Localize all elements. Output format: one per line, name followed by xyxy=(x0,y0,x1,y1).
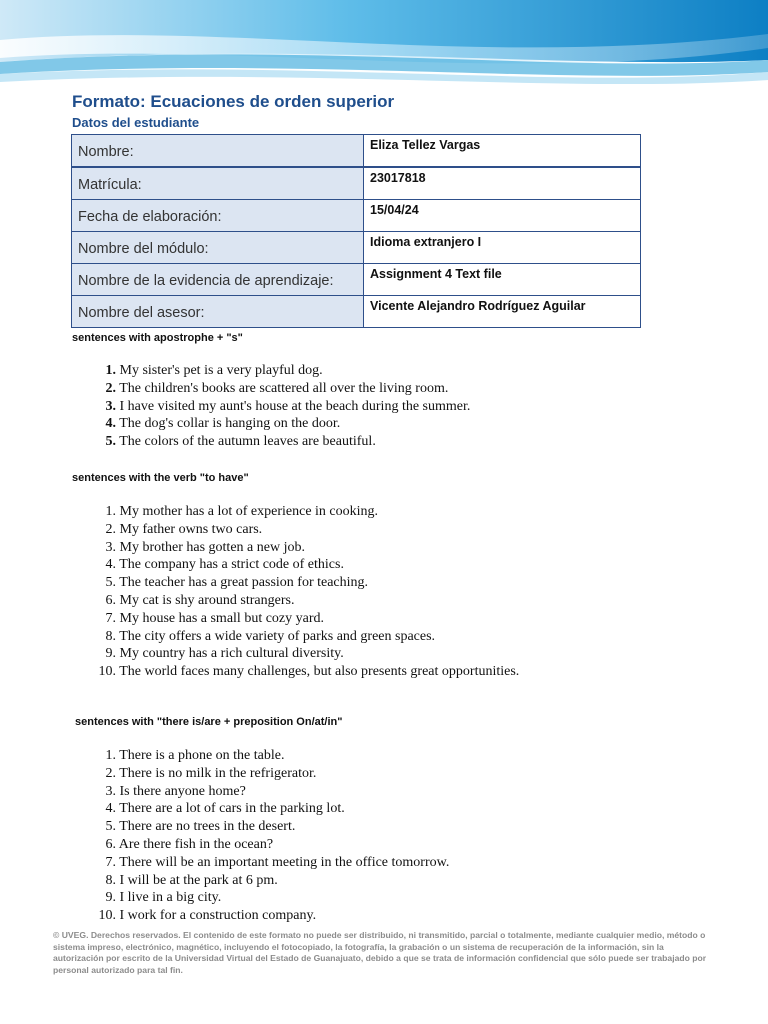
list-item xyxy=(90,872,449,890)
list-item-text: The company has a strict code of ethics. xyxy=(119,557,344,573)
list-item xyxy=(90,503,519,521)
student-field-label: Fecha de elaboración: xyxy=(72,200,364,232)
list-item-number: 2. xyxy=(105,765,116,781)
section-heading: sentences with the verb "to have" xyxy=(72,472,249,484)
list-item-number: 8. xyxy=(105,872,116,888)
list-item-number: 5. xyxy=(105,575,116,591)
list-item-text: The city offers a wide variety of parks and green spaces. xyxy=(119,628,436,644)
list-item-text: My house has a small but cozy yard. xyxy=(119,610,325,626)
list-item xyxy=(90,398,470,416)
student-field-label: Nombre del módulo: xyxy=(72,232,364,264)
sentence-list xyxy=(90,747,449,925)
student-field-value: Idioma extranjero I xyxy=(364,232,641,264)
list-item xyxy=(90,800,449,818)
list-item-text: Is there anyone home? xyxy=(119,783,246,799)
list-item-number: 5. xyxy=(105,434,116,450)
list-item xyxy=(90,783,449,801)
student-field-value: Vicente Alejandro Rodríguez Aguilar xyxy=(364,296,641,328)
student-table-row xyxy=(72,167,641,200)
student-data-table xyxy=(71,134,641,328)
list-item-number: 9. xyxy=(105,646,116,662)
list-item-number: 6. xyxy=(105,836,116,852)
list-item-number: 3. xyxy=(105,783,116,799)
list-item-text: The colors of the autumn leaves are beautiful. xyxy=(119,434,376,450)
list-item-number: 7. xyxy=(105,854,116,870)
list-item-text: The dog's collar is hanging on the door. xyxy=(119,416,341,432)
list-item-text: My country has a rich cultural diversity. xyxy=(119,646,344,662)
section-heading: sentences with "there is/are + preposition On/at/in" xyxy=(75,716,343,728)
list-item xyxy=(90,889,449,907)
student-table-row xyxy=(72,264,641,296)
student-field-label: Nombre del asesor: xyxy=(72,296,364,328)
list-item xyxy=(90,539,519,557)
student-field-value: Assignment 4 Text file xyxy=(364,264,641,296)
section-heading: sentences with apostrophe + "s" xyxy=(72,332,243,344)
list-item-number: 2. xyxy=(105,521,116,537)
list-item xyxy=(90,574,519,592)
list-item-number: 10. xyxy=(98,664,116,680)
list-item-number: 7. xyxy=(105,610,116,626)
list-item xyxy=(90,362,470,380)
list-item-text: There are no trees in the desert. xyxy=(119,819,296,835)
list-item xyxy=(90,433,470,451)
list-item-text: I work for a construction company. xyxy=(119,908,317,924)
list-item-number: 3. xyxy=(105,398,116,414)
student-field-label: Matrícula: xyxy=(72,167,364,200)
student-field-value: 23017818 xyxy=(364,167,641,200)
student-table-row xyxy=(72,296,641,328)
list-item-number: 1. xyxy=(105,504,116,519)
list-item-text: My mother has a lot of experience in cooking. xyxy=(119,504,379,519)
list-item-text: My sister's pet is a very playful dog. xyxy=(119,363,323,378)
list-item-text: My brother has gotten a new job. xyxy=(119,539,305,555)
student-table-row xyxy=(72,200,641,232)
list-item-number: 9. xyxy=(105,890,116,906)
list-item xyxy=(90,907,449,925)
list-item-text: Are there fish in the ocean? xyxy=(118,836,274,852)
list-item xyxy=(90,415,470,433)
header-banner xyxy=(0,0,768,88)
list-item-number: 2. xyxy=(105,380,116,396)
list-item xyxy=(90,556,519,574)
list-item-number: 8. xyxy=(105,628,116,644)
list-item xyxy=(90,663,519,681)
list-item-text: My father owns two cars. xyxy=(119,521,263,537)
list-item-number: 4. xyxy=(105,801,116,817)
sentence-list xyxy=(90,362,470,451)
list-item xyxy=(90,836,449,854)
list-item xyxy=(90,765,449,783)
student-field-label: Nombre de la evidencia de aprendizaje: xyxy=(72,264,364,296)
list-item-text: The teacher has a great passion for teaching. xyxy=(119,575,369,591)
list-item-text: There are a lot of cars in the parking lot. xyxy=(119,801,345,817)
student-table-row xyxy=(72,135,641,168)
list-item xyxy=(90,645,519,663)
student-table-row xyxy=(72,232,641,264)
list-item-text: I will be at the park at 6 pm. xyxy=(119,872,278,888)
list-item-number: 1. xyxy=(105,363,116,378)
list-item xyxy=(90,818,449,836)
list-item xyxy=(90,854,449,872)
document-title: Formato: Ecuaciones de orden superior xyxy=(72,92,395,111)
list-item-number: 3. xyxy=(105,539,116,555)
list-item-number: 5. xyxy=(105,819,116,835)
list-item-text: My cat is shy around strangers. xyxy=(119,592,295,608)
copyright-footer: © UVEG. Derechos reservados. El contenido de este formato no puede ser distribuido, ni transmitido, parcial o totalmente, mediante cualquier medio, método o sistema impreso, electrónico, magnético, incluyendo el fotocopiado, la fotografía, la grabación o un sistema de recuperación de la información, sin la autorización por escrito de la Universidad Virtual del Estado de Guanajuato, debido a que se trata de información confidencial que sólo puede ser trabajado por personal autorizado para tal fin. xyxy=(53,930,707,975)
list-item-text: I have visited my aunt's house at the beach during the summer. xyxy=(119,398,471,414)
list-item-text: There is no milk in the refrigerator. xyxy=(119,765,317,781)
list-item xyxy=(90,592,519,610)
student-field-label: Nombre: xyxy=(72,135,364,168)
list-item-text: I live in a big city. xyxy=(119,890,222,906)
student-data-subtitle: Datos del estudiante xyxy=(72,115,200,130)
student-field-value: 15/04/24 xyxy=(364,200,641,232)
list-item xyxy=(90,747,449,765)
list-item-number: 6. xyxy=(105,592,116,608)
list-item-text: There will be an important meeting in the office tomorrow. xyxy=(119,854,450,870)
sentence-list xyxy=(90,503,519,681)
list-item xyxy=(90,521,519,539)
list-item-text: There is a phone on the table. xyxy=(119,748,285,763)
list-item xyxy=(90,380,470,398)
list-item-number: 10. xyxy=(98,908,116,924)
student-field-value: Eliza Tellez Vargas xyxy=(364,135,641,168)
list-item-number: 4. xyxy=(105,557,116,573)
list-item-number: 1. xyxy=(105,748,116,763)
list-item xyxy=(90,628,519,646)
list-item-text: The children's books are scattered all over the living room. xyxy=(119,380,449,396)
list-item-text: The world faces many challenges, but also presents great opportunities. xyxy=(119,664,520,680)
list-item xyxy=(90,610,519,628)
list-item-number: 4. xyxy=(105,416,116,432)
